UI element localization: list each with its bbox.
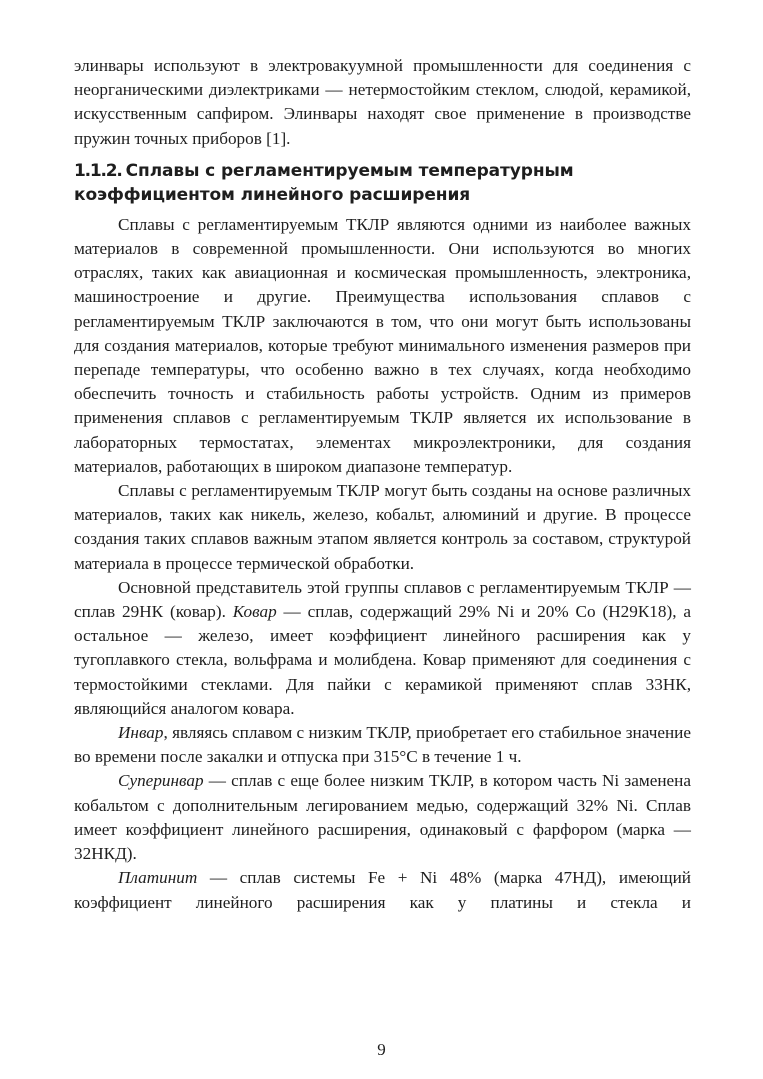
term-invar: Инвар (118, 723, 164, 743)
page-body (74, 54, 691, 915)
section-title: Сплавы с регламентируемым температурным коэффициентом линейного расширения (74, 160, 574, 205)
paragraph-platinit (74, 866, 691, 914)
intro-paragraph: элинвары используют в электровакуумной промышленности для соединения с неорганическими диэлектриками — нетермостойким стеклом, слюдой, керамикой, искусственным сапфиром. Элинвары находят свое применение в производстве пружин точных приборов [1]. (74, 56, 691, 148)
section-heading (74, 159, 691, 207)
paragraph-superinvar (74, 769, 691, 866)
section-number: 1.1.2. (74, 160, 122, 181)
platinit-description: — сплав системы Fe + Ni 48% (марка 47НД), имеющий коэффициент линейного расширения как у платины и стекла и (74, 868, 691, 912)
paragraph-tklr-materials: Сплавы с регламентируемым ТКЛР могут быть созданы на основе различных материалов, таких как никель, железо, кобальт, алюминий и другие. В процессе создания таких сплавов важным этапом является контроль за составом, структурой материала в процессе термической обработки. (74, 481, 691, 573)
page-number: 9 (377, 1040, 386, 1059)
superinvar-description: — сплав с еще более низким ТКЛР, в котором часть Ni заменена кобальтом с дополнительным легированием медью, содержащий 32% Ni. Сплав имеет коэффициент линейного расширения, одинаковый с фарфором (марка — 32НКД). (74, 771, 691, 864)
paragraph-invar (74, 721, 691, 769)
term-superinvar: Суперинвар (118, 771, 204, 791)
term-platinit: Платинит (118, 868, 198, 888)
term-kovar: Ковар (232, 602, 277, 622)
kovar-description: — сплав, содержащий 29% Ni и 20% Co (Н29К18), а остальное — железо, имеет коэффициент линейного расширения как у тугоплавкого стекла, вольфрама и молибдена. Ковар применяют для соединения с термостойкими стеклами. Для пайки с керамикой применяют сплав 33НК, являющийся аналогом ковара. (74, 602, 691, 718)
kovar-intro-text: Основной представитель этой группы сплавов с регламентируемым ТКЛР — сплав 29НК (ковар). (74, 577, 691, 622)
paragraph-tklr-intro: Сплавы с регламентируемым ТКЛР являются одними из наиболее важных материалов в современной промышленности. Они используются во многих отраслях, таких как авиационная и космическая промышленность, электроника, машиностроение и другие. Преимущества использования сплавов с регламентируемым ТКЛР заключаются в том, что они могут быть использованы для создания материалов, которые требуют минимального изменения размеров при перепаде температуры, что особенно важно в тех случаях, когда необходимо обеспечить точность и стабильность работы устройств. Одним из примеров применения сплавов с регламентируемым ТКЛР является их использование в лабораторных термостатах, элементах микроэлектроники, для создания материалов, работающих в широком диапазоне температур. (74, 214, 691, 476)
paragraph-kovar (74, 576, 691, 721)
invar-description: , являясь сплавом с низким ТКЛР, приобретает его стабильное значение во времени после закалки и отпуска при 315°С в течение 1 ч. (74, 723, 691, 767)
